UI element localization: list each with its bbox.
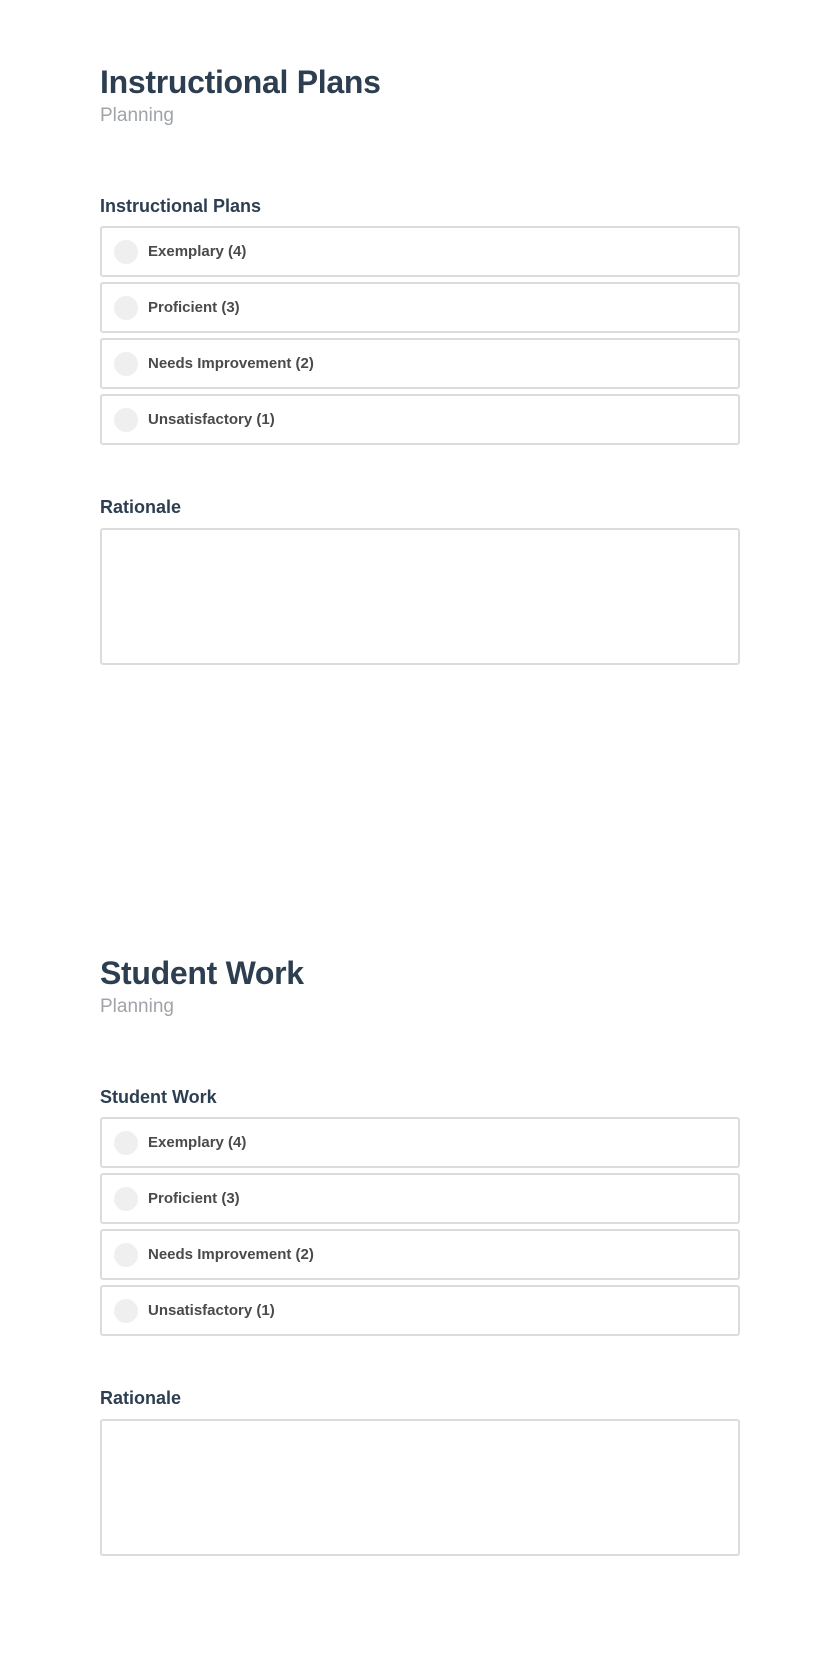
radio-button[interactable] [114,1187,138,1211]
rating-option-proficient[interactable] [100,1173,740,1224]
rating-question-label: Instructional Plans [100,196,262,216]
rating-option-needs-improvement[interactable] [100,1229,740,1280]
rating-option-needs-improvement[interactable] [100,338,740,389]
rationale-label: Rationale [100,1388,182,1408]
rating-option-label: Exemplary (4) [148,243,247,260]
radio-button[interactable] [114,240,138,264]
rating-option-label: Exemplary (4) [148,1134,247,1151]
rating-option-label: Unsatisfactory (1) [148,411,275,428]
rating-option-proficient[interactable] [100,282,740,333]
radio-button[interactable] [114,1299,138,1323]
rating-question-label: Student Work [100,1087,217,1107]
section-subtitle: Planning [100,105,174,126]
section-subtitle: Planning [100,996,174,1017]
radio-button[interactable] [114,352,138,376]
rating-options [100,1117,740,1336]
rating-option-label: Needs Improvement (2) [148,355,314,372]
rating-options [100,226,740,445]
radio-button[interactable] [114,408,138,432]
radio-button[interactable] [114,296,138,320]
rating-option-exemplary[interactable] [100,1117,740,1168]
rating-option-exemplary[interactable] [100,226,740,277]
rating-option-label: Proficient (3) [148,299,240,316]
section-title: Student Work [100,955,304,991]
section-title: Instructional Plans [100,64,381,100]
rating-option-unsatisfactory[interactable] [100,394,740,445]
rationale-label: Rationale [100,497,182,517]
rationale-textarea[interactable] [100,1419,740,1556]
rationale-textarea[interactable] [100,528,740,665]
rating-option-unsatisfactory[interactable] [100,1285,740,1336]
radio-button[interactable] [114,1131,138,1155]
rating-option-label: Unsatisfactory (1) [148,1302,275,1319]
rating-option-label: Needs Improvement (2) [148,1246,314,1263]
radio-button[interactable] [114,1243,138,1267]
section-instructional-plans [100,60,740,665]
rating-option-label: Proficient (3) [148,1190,240,1207]
section-student-work [100,951,740,1556]
